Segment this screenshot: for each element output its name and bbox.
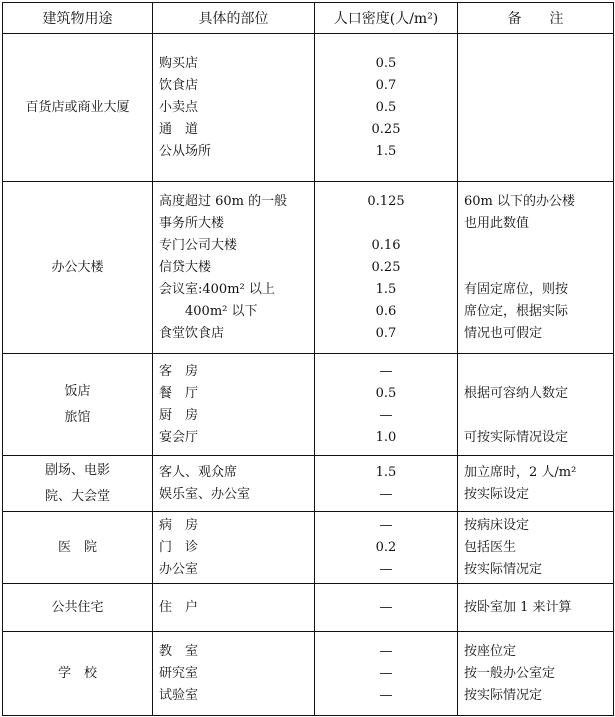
note-text: 加立席时，2 人/m² [464,464,577,480]
part-label: 宴会厅 [159,429,199,445]
part-label: 饮食店 [159,77,199,93]
part-label: 信贷大楼 [159,259,212,275]
part-label: 办公室 [159,561,199,577]
note-text: 根据可容纳人数定 [464,385,569,401]
table-row [3,512,614,584]
usage-label: 医 院 [57,539,97,555]
table-row [3,632,614,716]
part-cell [153,584,315,632]
density-value: 0.7 [375,325,397,341]
density-cell [315,354,458,456]
table-row [3,456,614,512]
part-label: 教 室 [159,643,199,659]
density-value: 0.16 [371,237,401,253]
note-text: 按卧室加 1 来计算 [464,599,572,615]
density-value: — [379,407,393,423]
note-text: 可按实际情况设定 [464,429,569,445]
table-row [3,34,614,182]
note-text: 情况也可假定 [464,325,543,341]
density-cell [315,632,458,716]
part-label: 高度超过 60m 的一般 [159,193,288,209]
header-note: 备 注 [458,3,614,34]
note-text: 按一般办公室定 [464,665,556,681]
header-row [3,3,614,34]
usage-cell [3,512,153,584]
density-value: — [379,665,393,681]
usage-label: 学 校 [57,665,97,681]
part-label: 病 房 [159,517,199,533]
density-cell [315,584,458,632]
note-text: 有固定席位，则按 [464,281,569,297]
part-label: 400m² 以下 [159,303,258,319]
density-value: 0.5 [375,99,397,115]
part-label: 事务所大楼 [159,215,225,231]
density-value [315,213,457,235]
header-density: 人口密度(人/m²) [315,3,458,34]
note-cell [458,632,614,716]
note-text: 也用此数值 [464,215,530,231]
density-value: 0.6 [375,303,397,319]
note-text: 60m 以下的办公楼 [464,193,576,209]
usage-cell [3,456,153,512]
part-cell [153,34,315,182]
part-cell [153,632,315,716]
usage-cell [3,34,153,182]
header-part: 具体的部位 [153,3,315,34]
part-label: 小卖点 [159,99,199,115]
population-density-table [2,2,614,716]
density-value: — [379,687,393,703]
note-cell [458,456,614,512]
density-value: 0.7 [375,77,397,93]
density-value: 1.5 [375,281,397,297]
density-cell [315,34,458,182]
usage-cell [3,584,153,632]
part-label: 客人、观众席 [159,464,238,480]
note-cell [458,584,614,632]
part-label: 公从场所 [159,143,212,159]
part-label: 试验室 [159,687,199,703]
header-usage: 建筑物用途 [3,3,153,34]
density-value: 0.2 [375,539,397,555]
note-text [464,405,613,427]
part-label: 住 户 [159,599,199,615]
note-cell [458,354,614,456]
part-label: 研究室 [159,665,199,681]
part-label: 厨 房 [159,407,199,423]
usage-label: 饭店 [64,383,91,399]
density-cell [315,512,458,584]
part-cell [153,354,315,456]
note-cell [458,34,614,182]
density-value: — [379,599,393,615]
note-text [464,257,613,279]
part-cell [153,512,315,584]
density-value: 1.0 [375,429,397,445]
part-label: 通 道 [159,121,199,137]
density-value: — [379,363,393,379]
density-value: 0.25 [371,259,401,275]
part-label: 娱乐室、办公室 [159,486,251,502]
usage-cell [3,354,153,456]
density-value: 0.125 [367,193,405,209]
density-value: — [379,561,393,577]
table-body [3,34,614,716]
usage-label: 剧场、电影 [44,462,110,478]
usage-label: 百货店或商业大厦 [25,99,130,115]
table-row [3,182,614,354]
note-text: 按座位定 [464,643,517,659]
note-text: 包括医生 [464,539,517,555]
density-value: — [379,517,393,533]
part-label: 餐 厅 [159,385,199,401]
part-cell [153,182,315,354]
density-value: — [379,486,393,502]
density-value: 1.5 [375,464,397,480]
density-cell [315,456,458,512]
density-value: 0.5 [375,385,397,401]
note-text [464,361,613,383]
part-cell [153,456,315,512]
usage-label: 办公大楼 [51,259,104,275]
density-cell [315,182,458,354]
usage-cell [3,632,153,716]
table-row [3,354,614,456]
usage-cell [3,182,153,354]
density-value: 0.25 [371,121,401,137]
note-text: 按实际设定 [464,486,530,502]
note-text: 席位定，根据实际 [464,303,569,319]
note-text: 按实际情况定 [464,561,543,577]
part-label: 门 诊 [159,539,199,555]
part-label: 食堂饮食店 [159,325,225,341]
note-text: 按实际情况定 [464,687,543,703]
table-row [3,584,614,632]
usage-label: 旅馆 [64,409,91,425]
note-cell [458,512,614,584]
part-label: 专门公司大楼 [159,237,238,253]
density-value: 0.5 [375,55,397,71]
note-cell [458,182,614,354]
density-value: — [379,643,393,659]
part-label: 会议室:400m² 以上 [159,281,275,297]
note-text: 按病床设定 [464,517,530,533]
part-label: 购买店 [159,55,199,71]
usage-label: 公共住宅 [51,599,104,615]
note-text [464,235,613,257]
density-value: 1.5 [375,143,397,159]
part-label: 客 房 [159,363,199,379]
usage-label: 院、大会堂 [44,488,110,504]
